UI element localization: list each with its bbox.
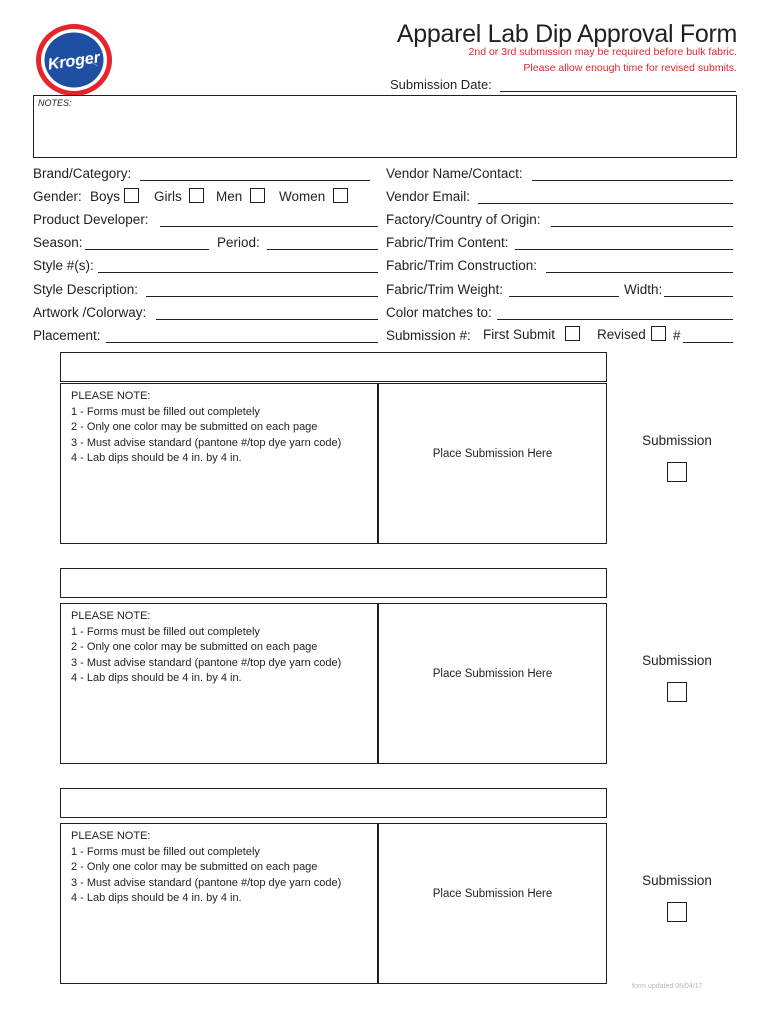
section-3-body (60, 823, 607, 984)
note-4: 4 - Lab dips should be 4 in. by 4 in. (71, 452, 242, 464)
note-4: 4 - Lab dips should be 4 in. by 4 in. (71, 892, 242, 904)
fabric-trim-content-label: Fabric/Trim Content: (386, 235, 509, 250)
gender-girls-checkbox[interactable] (189, 188, 204, 203)
first-submit-label: First Submit (483, 327, 556, 342)
note-3: 3 - Must advise standard (pantone #/top dye yarn code) (71, 876, 342, 889)
factory-country-field[interactable] (551, 226, 733, 227)
please-note-title: PLEASE NOTE: (71, 610, 151, 622)
submission-date-field[interactable] (500, 91, 736, 92)
note-1: 1 - Forms must be filled out completely (71, 625, 260, 638)
note-4: 4 - Lab dips should be 4 in. by 4 in. (71, 672, 242, 684)
section-1-submission-checkbox[interactable] (667, 462, 687, 482)
fabric-trim-construction-field[interactable] (546, 272, 733, 273)
submission-date-label: Submission Date: (390, 77, 492, 92)
form-title: Apparel Lab Dip Approval Form (396, 20, 737, 48)
section-3-notes (71, 829, 341, 907)
notes-field[interactable] (33, 95, 737, 158)
revision-number-field[interactable] (683, 342, 733, 343)
placement-field[interactable] (106, 342, 378, 343)
note-3: 3 - Must advise standard (pantone #/top dye yarn code) (71, 436, 342, 449)
gender-label: Gender: (33, 189, 82, 204)
season-label: Season: (33, 235, 83, 250)
logo-text: Kroger (46, 49, 102, 74)
vendor-email-label: Vendor Email: (386, 189, 471, 204)
color-matches-label: Color matches to: (386, 305, 492, 320)
submission-number-label: Submission #: (386, 328, 471, 343)
vendor-email-field[interactable] (478, 203, 733, 204)
width-label: Width: (624, 282, 663, 297)
note-2: 2 - Only one color may be submitted on each page (71, 421, 318, 433)
artwork-colorway-label: Artwork /Colorway: (33, 305, 147, 320)
gender-boys-checkbox[interactable] (124, 188, 139, 203)
notes-label: NOTES: (38, 98, 72, 108)
fabric-trim-construction-label: Fabric/Trim Construction: (386, 258, 538, 273)
section-1-place-submission[interactable]: Place Submission Here (432, 448, 553, 460)
style-description-field[interactable] (146, 296, 378, 297)
form-updated-footer: form updated 08/04/17 (632, 983, 703, 990)
section-2-header-field[interactable] (60, 568, 607, 598)
style-description-label: Style Description: (33, 282, 139, 297)
section-1-body (60, 383, 607, 544)
section-3-submission-label: Submission (642, 873, 712, 888)
gender-girls-label: Girls (154, 189, 182, 204)
gender-women-label: Women (279, 189, 326, 204)
section-2-submission-checkbox[interactable] (667, 682, 687, 702)
note-1: 1 - Forms must be filled out completely (71, 405, 260, 418)
season-field[interactable] (85, 249, 209, 250)
period-label: Period: (217, 235, 260, 250)
vendor-name-contact-field[interactable] (532, 180, 733, 181)
section-3-header-field[interactable] (60, 788, 607, 818)
section-2-body (60, 603, 607, 764)
style-number-field[interactable] (98, 272, 378, 273)
color-matches-field[interactable] (497, 319, 733, 320)
style-number-label: Style #(s): (33, 258, 94, 273)
gender-women-checkbox[interactable] (333, 188, 348, 203)
placement-label: Placement: (33, 328, 101, 343)
section-3-divider (377, 824, 379, 983)
factory-country-label: Factory/Country of Origin: (386, 212, 541, 227)
revised-checkbox[interactable] (651, 326, 666, 341)
hash-label: # (673, 328, 681, 343)
please-note-title: PLEASE NOTE: (71, 390, 151, 402)
fabric-trim-content-field[interactable] (515, 249, 733, 250)
section-3-submission-checkbox[interactable] (667, 902, 687, 922)
note-1: 1 - Forms must be filled out completely (71, 845, 260, 858)
fabric-trim-weight-label: Fabric/Trim Weight: (386, 282, 504, 297)
vendor-name-contact-label: Vendor Name/Contact: (386, 166, 523, 181)
section-2-submission-label: Submission (642, 653, 712, 668)
artwork-colorway-field[interactable] (156, 319, 378, 320)
section-1-header-field[interactable] (60, 352, 607, 382)
width-field[interactable] (664, 296, 733, 297)
section-2-place-submission[interactable]: Place Submission Here (432, 668, 553, 680)
product-developer-label: Product Developer: (33, 212, 149, 227)
brand-category-field[interactable] (140, 180, 370, 181)
please-note-title: PLEASE NOTE: (71, 830, 151, 842)
section-1-divider (377, 384, 379, 543)
fabric-trim-weight-field[interactable] (509, 296, 619, 297)
gender-boys-label: Boys (90, 189, 121, 204)
section-2-divider (377, 604, 379, 763)
first-submit-checkbox[interactable] (565, 326, 580, 341)
kroger-logo (34, 22, 114, 98)
section-3-place-submission[interactable]: Place Submission Here (432, 888, 553, 900)
section-2-notes (71, 609, 341, 687)
gender-men-checkbox[interactable] (250, 188, 265, 203)
section-1-submission-label: Submission (642, 433, 712, 448)
note-2: 2 - Only one color may be submitted on each page (71, 641, 318, 653)
product-developer-field[interactable] (160, 226, 378, 227)
gender-men-label: Men (216, 189, 243, 204)
note-2: 2 - Only one color may be submitted on each page (71, 861, 318, 873)
revised-time-note: Please allow enough time for revised submits. (523, 62, 737, 74)
brand-category-label: Brand/Category: (33, 166, 132, 181)
note-3: 3 - Must advise standard (pantone #/top dye yarn code) (71, 656, 342, 669)
period-field[interactable] (267, 249, 378, 250)
resubmission-note: 2nd or 3rd submission may be required before bulk fabric. (468, 46, 737, 58)
section-1-notes (71, 389, 341, 467)
revised-label: Revised (597, 327, 646, 342)
